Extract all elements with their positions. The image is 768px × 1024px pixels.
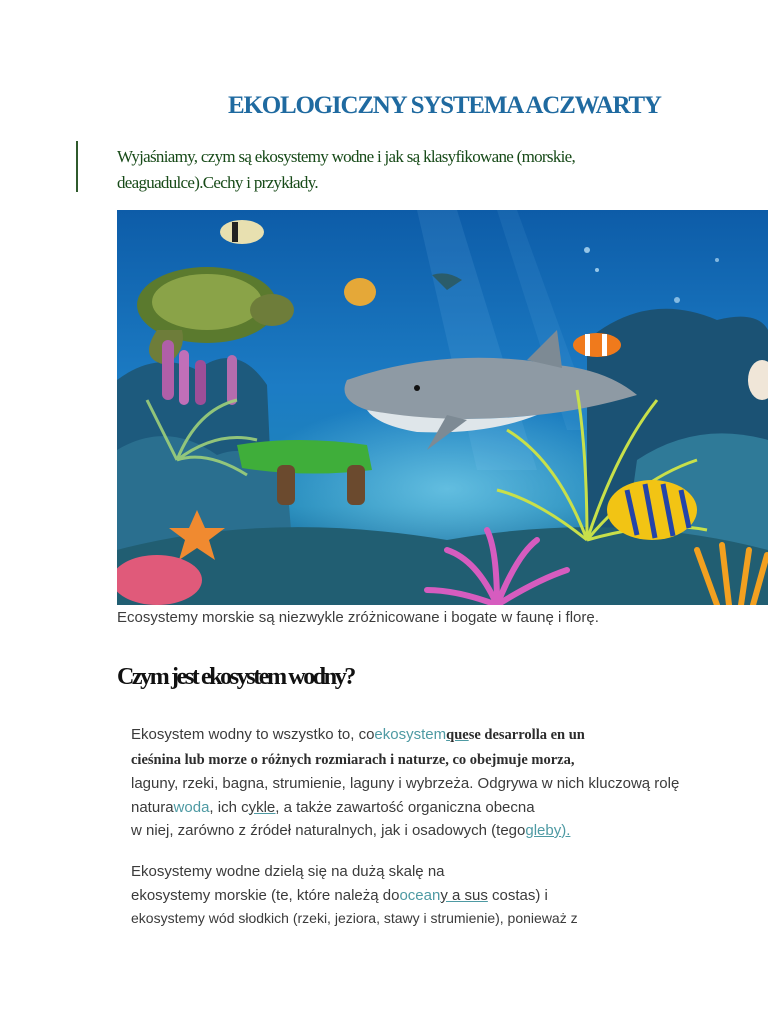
text-run: Ekosystemy wodne dzielą się na dużą skalę na <box>131 863 445 880</box>
text-run: costas) i <box>487 886 548 904</box>
quote-bar <box>76 141 78 192</box>
text-run: cieśnina lub morze o różnych rozmiarach i naturze, co obejmuje morza, <box>131 751 575 768</box>
text-run: y a sus <box>440 886 488 904</box>
text-run: laguny, rzeki, bagna, strumienie, laguny i wybrzeża. Odgrywa w nich kluczową rolę <box>131 775 680 792</box>
text-run: ekosystemy wód słodkich (rzeki, jeziora, stawy i strumienie), ponieważ z <box>131 910 578 926</box>
link-cykle[interactable]: ykle, <box>248 798 280 816</box>
link-gleby[interactable]: gleby <box>525 822 562 839</box>
document-title: EKOLOGICZNY SYSTEMA ACZWARTY <box>228 92 661 119</box>
paragraph-ecosystem-definition <box>131 723 691 843</box>
text-run: se desarrolla en un <box>468 727 585 743</box>
document-subtitle: Wyjaśniamy, czym są ekosystemy wodne i jak są klasyfikowane (morskie, deaguadulce).Cechy i przykłady. <box>117 147 576 192</box>
text-run: , ich c <box>209 798 249 816</box>
text-run: ). <box>561 822 571 839</box>
text-run: a także zawartość organiczna obecna <box>279 798 535 816</box>
ocean-ecosystem-image <box>117 210 768 605</box>
text-run: ekosystemy morskie (te, które należą do <box>131 886 400 904</box>
text-run: natura <box>131 798 174 816</box>
image-caption: Ecosystemy morskie są niezwykle zróżnicowane i bogate w faunę i florę. <box>117 609 599 626</box>
section-heading: Czym jest ekosystem wodny? <box>117 664 354 690</box>
link-woda[interactable]: woda <box>173 798 210 816</box>
link-ocean[interactable]: ocean <box>399 886 441 904</box>
link-ekosystem[interactable]: ekosystem <box>374 726 447 743</box>
text-run: w niej, zarówno z źródeł naturalnych, jak i osadowych (tego <box>131 822 526 839</box>
paragraph-ecosystem-types <box>131 860 691 931</box>
text-run: Ekosystem wodny to wszystko to, co <box>131 726 375 743</box>
text-run: que <box>446 727 469 743</box>
